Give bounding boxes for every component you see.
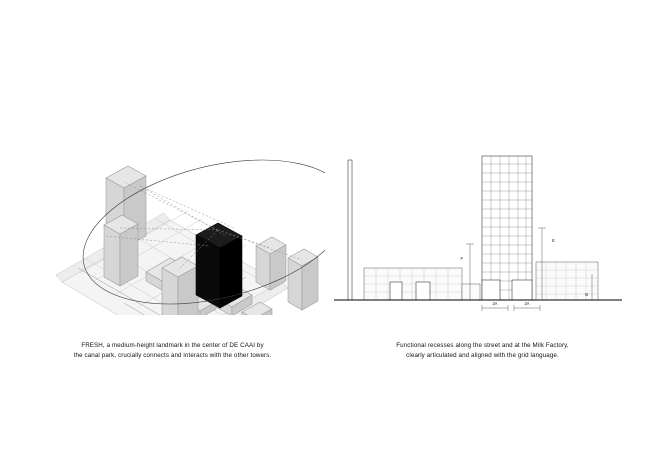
context-block-right [536,262,598,300]
dimension-label-1: 2A [492,301,498,306]
elevation-diagram-panel [330,60,635,315]
caption-elevation [330,341,635,360]
caption-axonometric [20,341,325,360]
height-label-e: E [552,238,555,243]
street-elevation-diagram [330,60,635,315]
height-label-b: B [585,292,588,297]
caption-axonometric-line-2: the canal park, crucially connects and interacts with the other towers. [73,351,272,359]
height-label-f: F [460,256,463,261]
context-tower-east [288,249,318,310]
milk-factory-block [364,268,462,300]
axonometric-diagram [20,60,325,315]
caption-axonometric-line-1: FRESH, a medium-height landmark in the center of DE CAAI by [81,342,264,349]
axonometric-diagram-panel [20,60,325,315]
plan-dimensions [482,301,540,311]
caption-elevation-line-2: clearly articulated and aligned with the grid language. [406,351,559,359]
caption-elevation-line-1: Functional recesses along the street and at the Milk Factory, [396,342,569,349]
fresh-tower-elevation [482,156,532,300]
street-connector [462,284,480,300]
chimney [348,160,352,300]
context-tower-south [162,257,198,315]
context-tower-west [104,215,138,286]
dimension-label-2: 2A [524,301,530,306]
